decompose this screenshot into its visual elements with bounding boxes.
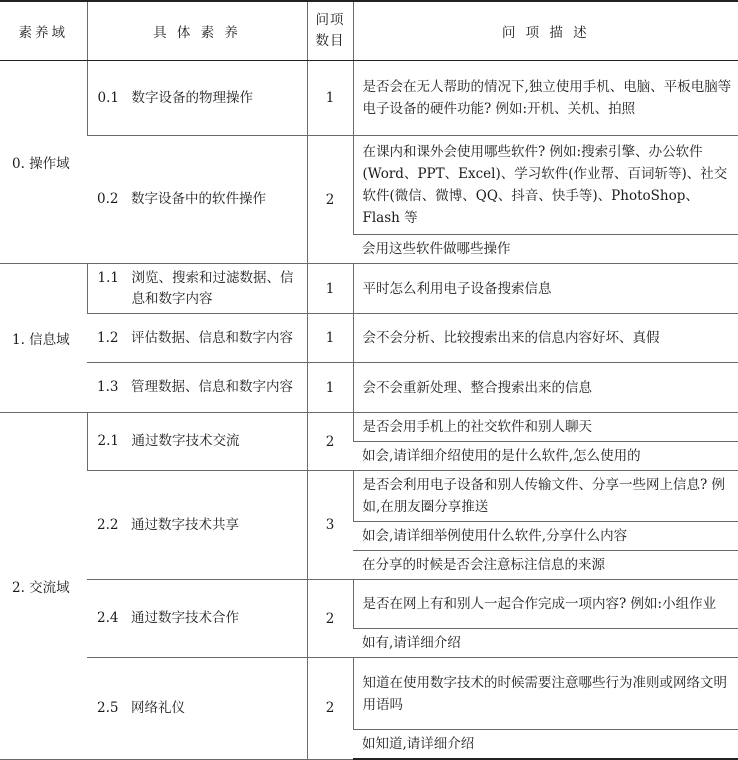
count-cell: 2 — [307, 658, 353, 760]
skill-cell — [87, 413, 307, 471]
desc-cell: 是否在网上有和别人一起合作完成一项内容? 例如:小组作业 — [353, 580, 738, 629]
skill-name: 通过数字技术交流 — [131, 433, 240, 449]
desc-cell: 是否会用手机上的社交软件和别人聊天 — [353, 413, 738, 442]
skill-num: 0.1 — [97, 89, 119, 106]
desc-cell: 如有,请详细介绍 — [353, 629, 738, 658]
count-cell: 1 — [307, 61, 353, 136]
skill-num: 2.5 — [97, 699, 119, 716]
domain-cell: 0. 操作域 — [0, 61, 87, 264]
count-cell: 2 — [307, 413, 353, 471]
skill-num: 2.4 — [97, 610, 119, 626]
skill-name: 网络礼仪 — [131, 699, 185, 716]
skill-name: 通过数字技术共享 — [131, 516, 239, 533]
skill-cell — [87, 363, 307, 413]
desc-cell: 会用这些软件做哪些操作 — [353, 235, 738, 264]
header-count-label: 问项 数目 — [315, 12, 345, 49]
count-cell: 1 — [307, 363, 353, 413]
table-row — [0, 136, 738, 235]
table-row — [0, 264, 738, 314]
table-row — [0, 61, 738, 136]
header-count — [307, 1, 353, 61]
skill-num: 1.2 — [97, 329, 119, 346]
domain-cell: 2. 交流域 — [0, 413, 87, 760]
count-cell: 2 — [307, 136, 353, 264]
table-row — [0, 413, 738, 442]
desc-cell: 在分享的时候是否会注意标注信息的来源 — [353, 551, 738, 580]
desc-cell: 如会,请详细举例使用什么软件,分享什么内容 — [353, 522, 738, 551]
skill-cell — [87, 136, 307, 264]
header-desc: 问 项 描 述 — [353, 1, 738, 61]
skill-name: 数字设备中的软件操作 — [131, 191, 266, 207]
header-domain: 素养域 — [0, 1, 87, 61]
desc-cell: 会不会重新处理、整合搜索出来的信息 — [353, 363, 738, 413]
skill-cell — [87, 61, 307, 136]
count-cell: 1 — [307, 264, 353, 314]
table-row — [0, 580, 738, 629]
skill-name: 数字设备的物理操作 — [131, 89, 253, 106]
table-row — [0, 471, 738, 522]
table-row — [0, 363, 738, 413]
skill-cell — [87, 471, 307, 580]
desc-cell: 在课内和课外会使用哪些软件? 例如:搜索引擎、办公软件(Word、PPT、Excel)、学习软件(作业帮、百词斩等)、社交软件(微信、微博、QQ、抖音、快手等)、PhotoShop、Flash 等 — [353, 136, 738, 235]
desc-cell: 平时怎么利用电子设备搜索信息 — [353, 264, 738, 314]
desc-cell: 如知道,请详细介绍 — [353, 730, 738, 760]
skill-num: 0.2 — [97, 191, 119, 207]
skill-num: 1.3 — [97, 379, 119, 395]
domain-cell: 1. 信息域 — [0, 264, 87, 413]
desc-cell: 知道在使用数字技术的时候需要注意哪些行为准则或网络文明用语吗 — [353, 658, 738, 730]
skill-cell — [87, 264, 307, 314]
count-cell: 3 — [307, 471, 353, 580]
header-skill: 具 体 素 养 — [87, 1, 307, 61]
skill-num: 2.1 — [97, 433, 119, 449]
skill-cell — [87, 314, 307, 363]
count-cell: 1 — [307, 314, 353, 363]
desc-cell: 会不会分析、比较搜索出来的信息内容好坏、真假 — [353, 314, 738, 363]
header-row — [0, 1, 738, 61]
count-cell: 2 — [307, 580, 353, 658]
skill-cell — [87, 580, 307, 658]
table-row — [0, 658, 738, 730]
skill-num: 1.1 — [97, 269, 119, 286]
desc-cell: 如会,请详细介绍使用的是什么软件,怎么使用的 — [353, 442, 738, 471]
skill-name: 管理数据、信息和数字内容 — [131, 379, 293, 395]
desc-cell: 是否会利用电子设备和别人传输文件、分享一些网上信息? 例如,在朋友圈分享推送 — [353, 471, 738, 522]
desc-cell: 是否会在无人帮助的情况下,独立使用手机、电脑、平板电脑等电子设备的硬件功能? 例如:开机、关机、拍照 — [353, 61, 738, 136]
table-row — [0, 314, 738, 363]
skill-name: 评估数据、信息和数字内容 — [131, 329, 293, 346]
skill-name: 通过数字技术合作 — [131, 610, 239, 626]
skill-num: 2.2 — [97, 516, 119, 533]
skill-name: 浏览、搜索和过滤数据、信息和数字内容 — [131, 269, 294, 307]
